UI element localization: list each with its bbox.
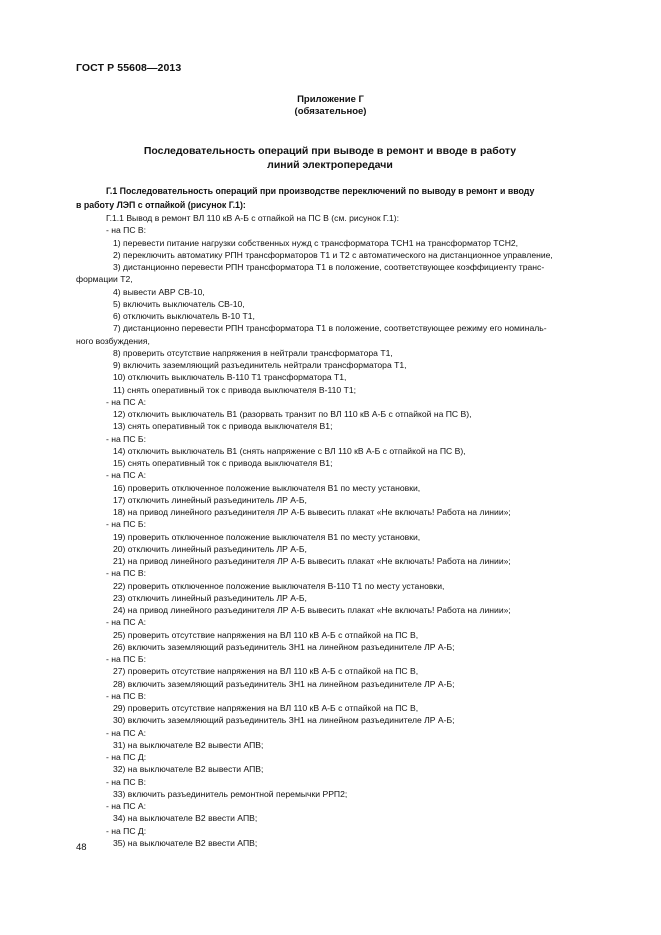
text-line: 26) включить заземляющий разъединитель ЗН1 на линейном разъединителе ЛР А-Б; bbox=[113, 641, 455, 652]
text-line: 29) проверить отсутствие напряжения на ВЛ 110 кВ А-Б с отпайкой на ПС В, bbox=[113, 703, 419, 713]
text-line: 30) включить заземляющий разъединитель ЗН1 на линейном разъединителе ЛР А-Б; bbox=[113, 715, 455, 726]
text-line: 24) на привод линейного разъединителя ЛР А-Б вывесить плакат «Не включать! Работа на линии»; bbox=[113, 605, 511, 615]
text-line: - на ПС В: bbox=[106, 776, 147, 787]
text-line: 16) проверить отключенное положение выключателя В1 по месту установки, bbox=[113, 482, 421, 493]
section-heading-line-2-text: в работу ЛЭП с отпайкой (рисунок Г.1): bbox=[76, 200, 246, 210]
text-line: 17) отключить линейный разъединитель ЛР А-Б, bbox=[113, 494, 307, 505]
section-heading-line-1: Г.1 Последовательность операций при производстве переключений по выводу в ремонт и вводу bbox=[106, 186, 535, 196]
text-line: 8) проверить отсутствие напряжения в нейтрали трансформатора Т1, bbox=[113, 347, 393, 358]
text-line: ного возбуждения, bbox=[76, 335, 150, 346]
text-line: 34) на выключателе В2 ввести АПВ; bbox=[113, 813, 258, 824]
text-line: - на ПС Д: bbox=[106, 825, 147, 836]
text-line: 31) на выключателе В2 вывести АПВ; bbox=[113, 739, 264, 750]
section-heading bbox=[76, 184, 596, 212]
appendix-title: Приложение Г bbox=[297, 94, 364, 105]
text-line: - на ПС А: bbox=[106, 801, 147, 811]
text-line: 6) отключить выключатель В-10 Т1, bbox=[113, 311, 255, 321]
appendix-status: (обязательное) bbox=[294, 106, 367, 117]
page-number: 48 bbox=[76, 842, 87, 853]
text-line: 22) проверить отключенное положение выключателя В-110 Т1 по месту установки, bbox=[113, 580, 445, 591]
text-line: 13) снять оперативный ток с привода выключателя В1; bbox=[113, 421, 333, 432]
main-title bbox=[120, 144, 540, 172]
text-line: 12) отключить выключатель В1 (разорвать транзит по ВЛ 110 кВ А-Б с отпайкой на ПС В), bbox=[113, 409, 472, 419]
text-line: формации Т2, bbox=[76, 274, 133, 285]
text-line: 35) на выключателе В2 ввести АПВ; bbox=[113, 837, 258, 848]
text-line: 25) проверить отсутствие напряжения на ВЛ 110 кВ А-Б с отпайкой на ПС В, bbox=[113, 629, 419, 640]
text-line: - на ПС Б: bbox=[106, 519, 146, 530]
main-title-line-2: линий электропередачи bbox=[267, 159, 393, 171]
section-heading-line-2 bbox=[76, 198, 596, 212]
text-line: - на ПС Б: bbox=[106, 433, 146, 444]
main-title-line-1: Последовательность операций при выводе в ремонт и вводе в работу bbox=[143, 145, 517, 157]
text-line: 33) включить разъединитель ремонтной перемычки РРП2; bbox=[113, 788, 348, 799]
text-line: - на ПС В: bbox=[106, 568, 147, 579]
text-line: 11) снять оперативный ток с привода выключателя В-110 Т1; bbox=[113, 384, 357, 395]
text-line: 32) на выключателе В2 вывести АПВ; bbox=[113, 764, 264, 775]
text-line: 4) вывести АВР СВ-10, bbox=[113, 286, 205, 297]
text-line: - на ПС А: bbox=[106, 727, 147, 738]
text-line: 1) перевести питание нагрузки собственных нужд с трансформатора ТСН1 на трансформатор ТСН2, bbox=[113, 237, 519, 248]
text-line: - на ПС Д: bbox=[106, 752, 147, 762]
text-line: 2) переключить автоматику РПН трансформаторов Т1 и Т2 с автоматического на дистанционное управление, bbox=[113, 249, 553, 260]
text-line: 9) включить заземляющий разъединитель нейтрали трансформатора Т1, bbox=[113, 360, 407, 370]
text-line: - на ПС А: bbox=[106, 396, 147, 407]
text-line: - на ПС В: bbox=[106, 690, 147, 701]
text-line: 5) включить выключатель СВ-10, bbox=[113, 298, 245, 309]
document-id: ГОСТ Р 55608—2013 bbox=[76, 62, 182, 74]
text-line: 28) включить заземляющий разъединитель ЗН1 на линейном разъединителе ЛР А-Б; bbox=[113, 678, 455, 689]
text-line: - на ПС А: bbox=[106, 470, 147, 481]
text-line: - на ПС Б: bbox=[106, 654, 146, 664]
text-line: 21) на привод линейного разъединителя ЛР А-Б вывесить плакат «Не включать! Работа на линии»; bbox=[113, 556, 511, 566]
text-line: Г.1.1 Вывод в ремонт ВЛ 110 кВ А-Б с отпайкой на ПС В (см. рисунок Г.1): bbox=[106, 213, 399, 223]
text-line: 14) отключить выключатель В1 (снять напряжение с ВЛ 110 кВ А-Б с отпайкой на ПС В), bbox=[113, 445, 466, 456]
text-line: 20) отключить линейный разъединитель ЛР А-Б, bbox=[113, 543, 307, 554]
text-line: 19) проверить отключенное положение выключателя В1 по месту установки, bbox=[113, 531, 421, 542]
text-line: 7) дистанционно перевести РПН трансформатора Т1 в положение, соответствующее режиму его номиналь- bbox=[113, 323, 547, 334]
text-line: 23) отключить линейный разъединитель ЛР А-Б, bbox=[113, 592, 307, 603]
text-line: 27) проверить отсутствие напряжения на ВЛ 110 кВ А-Б с отпайкой на ПС В, bbox=[113, 666, 419, 677]
text-line: 18) на привод линейного разъединителя ЛР А-Б вывесить плакат «Не включать! Работа на линии»; bbox=[113, 507, 511, 517]
text-line: 10) отключить выключатель В-110 Т1 трансформатора Т1, bbox=[113, 372, 347, 383]
text-line: - на ПС В: bbox=[106, 225, 147, 236]
text-line: - на ПС А: bbox=[106, 617, 147, 628]
operations-list bbox=[76, 212, 596, 849]
text-line: 3) дистанционно перевести РПН трансформатора Т1 в положение, соответствующее коэффициенту транс- bbox=[113, 262, 545, 272]
text-line: 15) снять оперативный ток с привода выключателя В1; bbox=[113, 458, 333, 468]
